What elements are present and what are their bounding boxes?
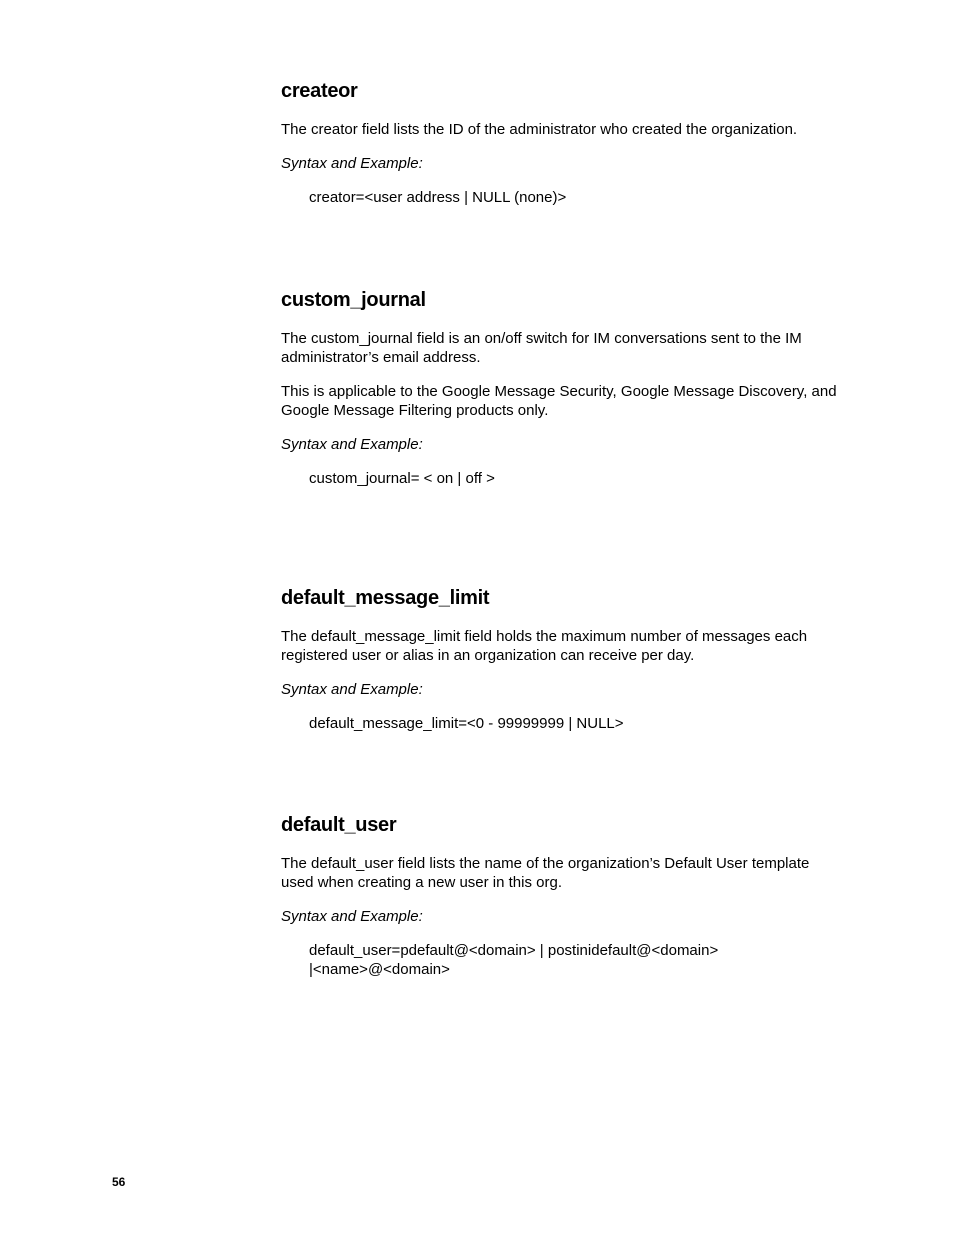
section-paragraph: This is applicable to the Google Message Security, Google Message Discovery, and Google Message Filtering products only.: [281, 383, 837, 419]
syntax-label: Syntax and Example:: [281, 155, 423, 172]
section-heading: createor: [281, 80, 358, 102]
syntax-line: |<name>@<domain>: [309, 961, 450, 978]
syntax-example: [309, 941, 841, 979]
section-default-message-limit: [281, 586, 841, 733]
section-custom-journal: [281, 288, 841, 488]
section-paragraph: The custom_journal field is an on/off switch for IM conversations sent to the IM administrator’s email address.: [281, 330, 802, 366]
syntax-line: creator=<user address | NULL (none)>: [309, 189, 567, 206]
page-number: 56: [112, 1175, 126, 1189]
syntax-label: Syntax and Example:: [281, 908, 423, 925]
section-heading: default_message_limit: [281, 587, 490, 609]
section-paragraph: The creator field lists the ID of the administrator who created the organization.: [281, 121, 798, 138]
syntax-example: [309, 714, 841, 733]
syntax-line: default_message_limit=<0 - 99999999 | NULL>: [309, 715, 624, 732]
syntax-line: default_user=pdefault@<domain> | postinidefault@<domain>: [309, 942, 719, 959]
section-heading: custom_journal: [281, 289, 426, 311]
section-paragraph: The default_message_limit field holds the maximum number of messages each registered user or alias in an organization can receive per day.: [281, 628, 808, 664]
section-paragraph: The default_user field lists the name of the organization’s Default User template used when creating a new user in this org.: [281, 855, 810, 891]
section-createor: [281, 79, 841, 207]
section-default-user: [281, 813, 841, 979]
syntax-line: custom_journal= < on | off >: [309, 470, 495, 487]
syntax-example: [309, 188, 841, 207]
section-heading: default_user: [281, 814, 397, 836]
syntax-label: Syntax and Example:: [281, 436, 423, 453]
syntax-label: Syntax and Example:: [281, 681, 423, 698]
syntax-example: [309, 469, 841, 488]
